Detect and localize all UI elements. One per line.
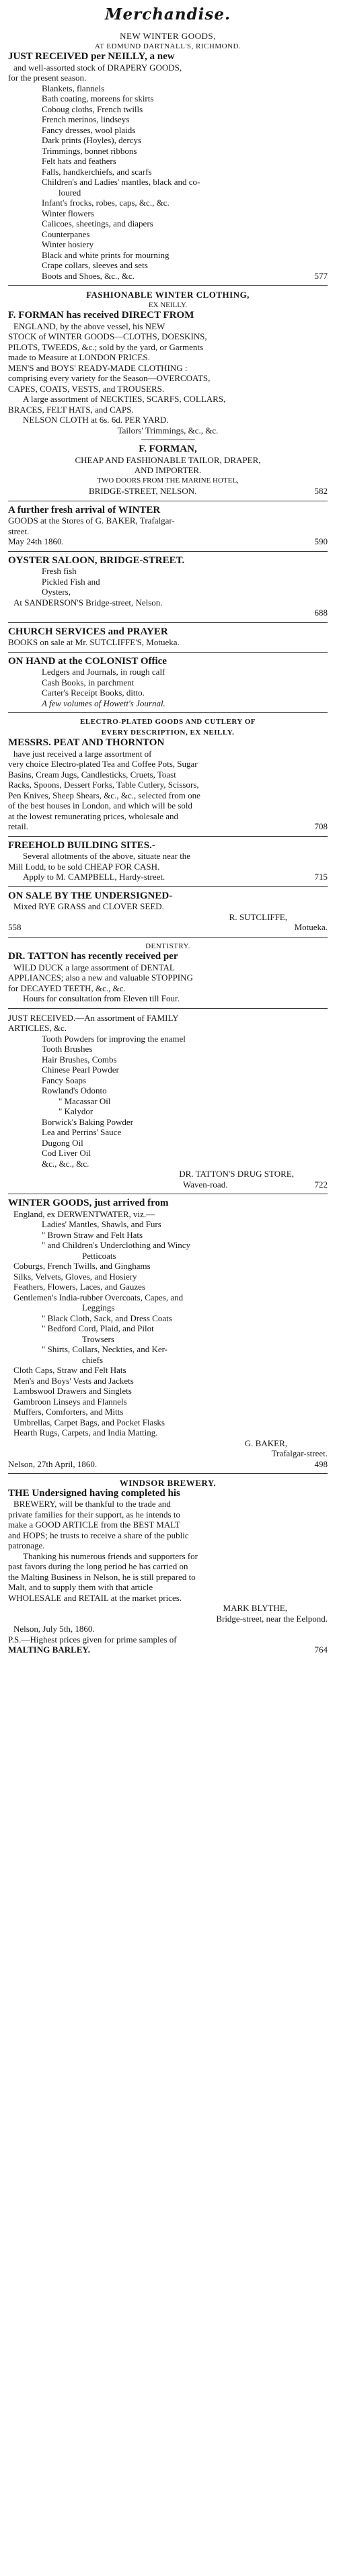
ad-address: Waven-road. xyxy=(183,1179,228,1190)
ad-line: very choice Electro-plated Tea and Coffee Pots, Sugar xyxy=(8,759,198,769)
divider xyxy=(8,836,328,837)
list-item: Men's and Boys' Vests and Jackets xyxy=(13,1375,134,1386)
ad-line: patronage. xyxy=(8,1540,45,1550)
list-item: " Shirts, Collars, Neckties, and Ker- xyxy=(42,1344,168,1354)
ad-line: WILD DUCK a large assortment of DENTAL xyxy=(13,962,175,972)
ad-line: Tailors' Trimmings, &c., &c. xyxy=(117,425,219,435)
ad-name: F. FORMAN, xyxy=(139,444,197,454)
ad-line: Basins, Cream Jugs, Candlesticks, Cruets, Toast xyxy=(8,769,176,780)
list-item: Oysters, xyxy=(42,587,71,597)
list-item: Infant's frocks, robes, caps, &c., &c. xyxy=(42,198,170,208)
divider xyxy=(8,551,328,552)
ad-line: make a GOOD ARTICLE from the BEST MALT xyxy=(8,1520,180,1530)
list-item: Fancy Soaps xyxy=(42,1075,87,1085)
ad-baker-winter-goods xyxy=(8,1198,328,1469)
ad-address: Trafalgar-street. xyxy=(271,1448,328,1458)
ad-number: 764 xyxy=(314,1645,328,1655)
list-item: Cash Books, in parchment xyxy=(42,677,135,688)
list-item: A few volumes of Howett's Journal. xyxy=(42,698,165,708)
list-item: &c., &c., &c. xyxy=(42,1158,89,1169)
ad-line: BOOKS on sale at Mr. SUTCLIFFE'S, Motueka. xyxy=(8,637,180,647)
ad-tagline: AND IMPORTER. xyxy=(134,465,202,475)
divider xyxy=(8,886,328,887)
ad-line: PILOTS, TWEEDS, &c.; sold by the yard, or Garments xyxy=(8,341,204,352)
list-item: " Kalydor xyxy=(59,1106,93,1116)
ad-line: DR. TATTON has recently received per xyxy=(8,951,178,962)
divider xyxy=(8,937,328,938)
ad-number: 722 xyxy=(314,1179,328,1190)
ad-oyster-saloon xyxy=(8,556,328,618)
ad-number: 582 xyxy=(314,486,328,496)
ad-tatton-drug-store xyxy=(8,1013,328,1190)
ad-title: EVERY DESCRIPTION, EX NEILLY. xyxy=(101,728,235,737)
ad-number: 590 xyxy=(314,536,328,546)
ad-place: Motueka. xyxy=(294,922,328,932)
ad-line: ON SALE BY THE UNDERSIGNED- xyxy=(8,890,173,901)
section-heading: Merchandise. xyxy=(105,5,231,24)
list-item: Trimmings, bonnet ribbons xyxy=(42,145,137,156)
list-item: Winter flowers xyxy=(42,208,94,218)
list-item: " Brown Straw and Felt Hats xyxy=(42,1229,143,1240)
list-item: Crape collars, sleeves and sets xyxy=(42,260,148,270)
list-item: Counterpanes xyxy=(42,228,90,239)
ad-line: at the lowest remunerating prices, wholesale and xyxy=(8,811,179,821)
list-item: Ledgers and Journals, in rough calf xyxy=(42,667,165,677)
list-item: Ladies' Mantles, Shawls, and Furs xyxy=(42,1219,161,1229)
ad-number: 688 xyxy=(314,608,328,618)
list-item: Silks, Velvets, Gloves, and Hosiery xyxy=(13,1271,137,1282)
ad-baker-arrival xyxy=(8,505,328,547)
ad-line: Apply to M. CAMPBELL, Hardy-street. xyxy=(23,872,165,882)
ad-ship: EX NEILLY. xyxy=(148,300,188,309)
list-item: Lambswool Drawers and Singlets xyxy=(13,1386,132,1396)
list-item: Pickled Fish and xyxy=(42,576,100,587)
list-item: Blankets, flannels xyxy=(42,83,105,93)
list-item: Coburgs, French Twills, and Ginghams xyxy=(13,1261,151,1271)
list-item: Tooth Brushes xyxy=(42,1044,93,1054)
ad-signer: DR. TATTON'S DRUG STORE, xyxy=(179,1169,294,1179)
ad-line: street. xyxy=(8,526,30,536)
ad-line: ARTICLES, &c. xyxy=(8,1023,67,1033)
ad-line: F. FORMAN has received DIRECT FROM xyxy=(8,310,194,321)
divider xyxy=(8,1008,328,1009)
ad-line: MESSRS. PEAT AND THORNTON xyxy=(8,737,165,748)
ad-date: Nelson, July 5th, 1860. xyxy=(13,1624,95,1634)
list-item: Carter's Receipt Books, ditto. xyxy=(42,688,145,698)
ad-line: WHOLESALE and RETAIL at the market prices. xyxy=(8,1592,182,1603)
ad-line: private families for their support, as he intends to xyxy=(8,1509,180,1520)
list-item: Winter hosiery xyxy=(42,239,94,249)
list-item: Tooth Powders for improving the enamel xyxy=(42,1033,186,1044)
list-item: French merinos, lindseys xyxy=(42,114,130,124)
list-item: Boots and Shoes, &c., &c. xyxy=(42,270,135,281)
ad-line: APPLIANCES; also a new and valuable STOPPING xyxy=(8,972,193,983)
item-list xyxy=(8,83,328,282)
list-item: Muffers, Comforters, and Mitts xyxy=(13,1407,124,1417)
ad-line: Several allotments of the above, situate near the xyxy=(23,851,191,861)
list-item: " Bedford Cord, Plaid, and Pilot xyxy=(42,1323,154,1333)
ad-signer: G. BAKER, xyxy=(244,1438,287,1448)
ad-forman-clothing xyxy=(8,290,328,497)
list-item: Chinese Pearl Powder xyxy=(42,1065,119,1075)
ad-line: GOODS at the Stores of G. BAKER, Trafalgar- xyxy=(8,515,175,526)
list-item: Calicoes, sheetings, and diapers xyxy=(42,218,153,228)
divider xyxy=(8,652,328,653)
ad-line: JUST RECEIVED.—An assortment of FAMILY xyxy=(8,1012,179,1023)
list-item: Feathers, Flowers, Laces, and Gauzes xyxy=(13,1282,146,1292)
ad-freehold-sites xyxy=(8,841,328,882)
ad-date: Nelson, 27th April, 1860. xyxy=(8,1458,98,1469)
ad-address: Bridge-street, near the Eelpond. xyxy=(216,1613,328,1624)
list-item: Borwick's Baking Powder xyxy=(42,1116,133,1127)
ad-number: 577 xyxy=(314,270,328,281)
ad-intro-line: and well-assorted stock of DRAPERY GOODS, xyxy=(13,62,182,73)
ad-line: Malt, and to supply them with that article xyxy=(8,1582,153,1592)
ad-number: 708 xyxy=(314,821,328,831)
ad-postscript: MALTING BARLEY. xyxy=(8,1645,90,1655)
list-item: Hearth Rugs, Carpets, and India Matting. xyxy=(13,1427,158,1438)
ad-title: OYSTER SALOON, BRIDGE-STREET. xyxy=(8,554,185,566)
ad-line: past favors during the long period he has carried on xyxy=(8,1561,188,1571)
ad-line: A further fresh arrival of WINTER xyxy=(8,504,161,515)
list-item: Bath coating, moreens for skirts xyxy=(42,93,154,103)
list-item: Trowsers xyxy=(82,1333,114,1344)
list-item: " Black Cloth, Sack, and Dress Coats xyxy=(42,1313,172,1323)
ad-church-services xyxy=(8,627,328,648)
ad-intro-line: JUST RECEIVED per NEILLY, a new xyxy=(8,51,175,62)
list-item: " and Children's Underclothing and Wincy xyxy=(42,1240,190,1250)
list-item: Children's and Ladies' mantles, black and co- xyxy=(42,177,200,187)
list-item: Dark prints (Hoyles), dercys xyxy=(42,135,142,145)
divider xyxy=(8,285,328,286)
ad-line: Mill Lodd, to be sold CHEAP FOR CASH. xyxy=(8,861,160,872)
ad-header: DENTISTRY. xyxy=(145,942,190,950)
ad-title: WINDSOR BREWERY. xyxy=(119,1478,217,1488)
ad-line: the Malting Business in Nelson, he is still prepared to xyxy=(8,1571,196,1582)
ad-number: 715 xyxy=(314,872,328,882)
ad-line: ENGLAND, by the above vessel, his NEW xyxy=(13,321,165,331)
ad-address: At SANDERSON'S Bridge-street, Nelson. xyxy=(13,597,163,608)
ad-line: Pen Knives, Sheep Shears, &c., &c., selected from one xyxy=(8,790,200,800)
ad-number: 498 xyxy=(314,1458,328,1469)
ad-windsor-brewery xyxy=(8,1478,328,1655)
ad-line: of the best houses in London, and which will be sold xyxy=(8,800,193,811)
ad-line: A large assortment of NECKTIES, SCARFS, COLLARS, xyxy=(23,394,226,404)
ad-intro-line: for the present season. xyxy=(8,73,87,83)
ad-line: Racks, Spoons, Dessert Forks, Table Cutlery, Scissors, xyxy=(8,780,199,790)
list-item: Lea and Perrins' Sauce xyxy=(42,1127,122,1137)
ad-title: FASHIONABLE WINTER CLOTHING, xyxy=(86,290,250,300)
ad-line: comprising every variety for the Season—OVERCOATS, xyxy=(8,373,211,383)
ad-address: TWO DOORS FROM THE MARINE HOTEL, xyxy=(97,476,239,485)
ad-dentistry xyxy=(8,942,328,1004)
list-item: Petticoats xyxy=(82,1250,116,1261)
ad-dartnall-winter-goods xyxy=(8,31,328,281)
list-item: loured xyxy=(59,187,81,198)
ad-title: ELECTRO-PLATED GOODS AND CUTLERY OF xyxy=(80,718,256,726)
ad-line: ON HAND at the COLONIST Office xyxy=(8,655,167,667)
ad-line: Thanking his numerous friends and supporters for xyxy=(23,1550,198,1561)
ad-location: AT EDMUND DARTNALL'S, RICHMOND. xyxy=(94,42,241,50)
ad-signer: MARK BLYTHE, xyxy=(223,1603,287,1613)
list-item: Hair Brushes, Combs xyxy=(42,1054,117,1065)
ad-line: retail. xyxy=(8,821,28,831)
list-item: Black and white prints for mourning xyxy=(42,249,170,260)
ad-line: NELSON CLOTH at 6s. 6d. PER YARD. xyxy=(23,415,169,425)
list-item: Leggings xyxy=(82,1302,115,1313)
list-item: Falls, handkerchiefs, and scarfs xyxy=(42,166,152,177)
list-item: Umbrellas, Carpet Bags, and Pocket Flasks xyxy=(13,1417,165,1427)
list-item: Coboug cloths, French twills xyxy=(42,103,143,114)
divider xyxy=(8,1473,328,1474)
ad-line: MEN'S and BOYS' READY-MADE CLOTHING : xyxy=(8,362,188,373)
divider xyxy=(8,712,328,713)
list-item: Felt hats and feathers xyxy=(42,156,116,166)
ad-line: for DECAYED TEETH, &c., &c. xyxy=(8,983,126,993)
ad-title: FREEHOLD BUILDING SITES.- xyxy=(8,839,155,851)
divider xyxy=(8,622,328,623)
list-item: Gentlemen's India-rubber Overcoats, Capes, and xyxy=(13,1292,184,1302)
ad-number: 558 xyxy=(8,922,22,932)
ad-title: NEW WINTER GOODS, xyxy=(120,31,216,41)
ad-colonist-office xyxy=(8,657,328,709)
ad-line: Mixed RYE GRASS and CLOVER SEED. xyxy=(13,901,164,911)
ad-line: CHURCH SERVICES and PRAYER xyxy=(8,626,168,637)
list-item: Cloth Caps, Straw and Felt Hats xyxy=(13,1365,126,1375)
ad-line: CAPES, COATS, VESTS, and TROUSERS. xyxy=(8,383,165,394)
ad-line: BREWERY, will be thankful to the trade and xyxy=(13,1499,171,1509)
ad-tagline: CHEAP AND FASHIONABLE TAILOR, DRAPER, xyxy=(75,454,261,465)
ad-line: England, ex DERWENTWATER, viz.— xyxy=(13,1208,155,1219)
ad-address: BRIDGE-STREET, NELSON. xyxy=(89,486,197,496)
ad-line: WINTER GOODS, just arrived from xyxy=(8,1198,169,1208)
ad-line: BRACES, FELT HATS, and CAPS. xyxy=(8,404,134,415)
ad-line: Hours for consultation from Eleven till Four. xyxy=(23,993,180,1003)
list-item: chiefs xyxy=(82,1354,104,1365)
list-item: Fresh fish xyxy=(42,566,77,576)
ad-date: May 24th 1860. xyxy=(8,536,64,546)
ad-line: made to Measure at LONDON PRICES. xyxy=(8,352,150,362)
ad-line: and HOPS; he trusts to receive a share of the public xyxy=(8,1530,189,1540)
list-item: Dugong Oil xyxy=(42,1137,83,1148)
ad-sutcliffe-seed xyxy=(8,891,328,933)
ad-postscript: P.S.—Highest prices given for prime samples of xyxy=(8,1634,177,1645)
list-item: Cod Liver Oil xyxy=(42,1148,91,1158)
ad-line: THE Undersigned having completed his xyxy=(8,1487,180,1499)
list-item: Gambroon Linseys and Flannels xyxy=(13,1396,127,1407)
ad-line: STOCK of WINTER GOODS—CLOTHS, DOESKINS, xyxy=(8,331,207,341)
ad-peat-thornton xyxy=(8,717,328,832)
ad-signer: R. SUTCLIFFE, xyxy=(229,911,287,922)
list-item: Rowland's Odonto xyxy=(42,1085,107,1095)
list-item: " Macassar Oil xyxy=(59,1095,111,1106)
list-item: Fancy dresses, wool plaids xyxy=(42,124,136,135)
ad-line: have just received a large assortment of xyxy=(13,748,152,759)
